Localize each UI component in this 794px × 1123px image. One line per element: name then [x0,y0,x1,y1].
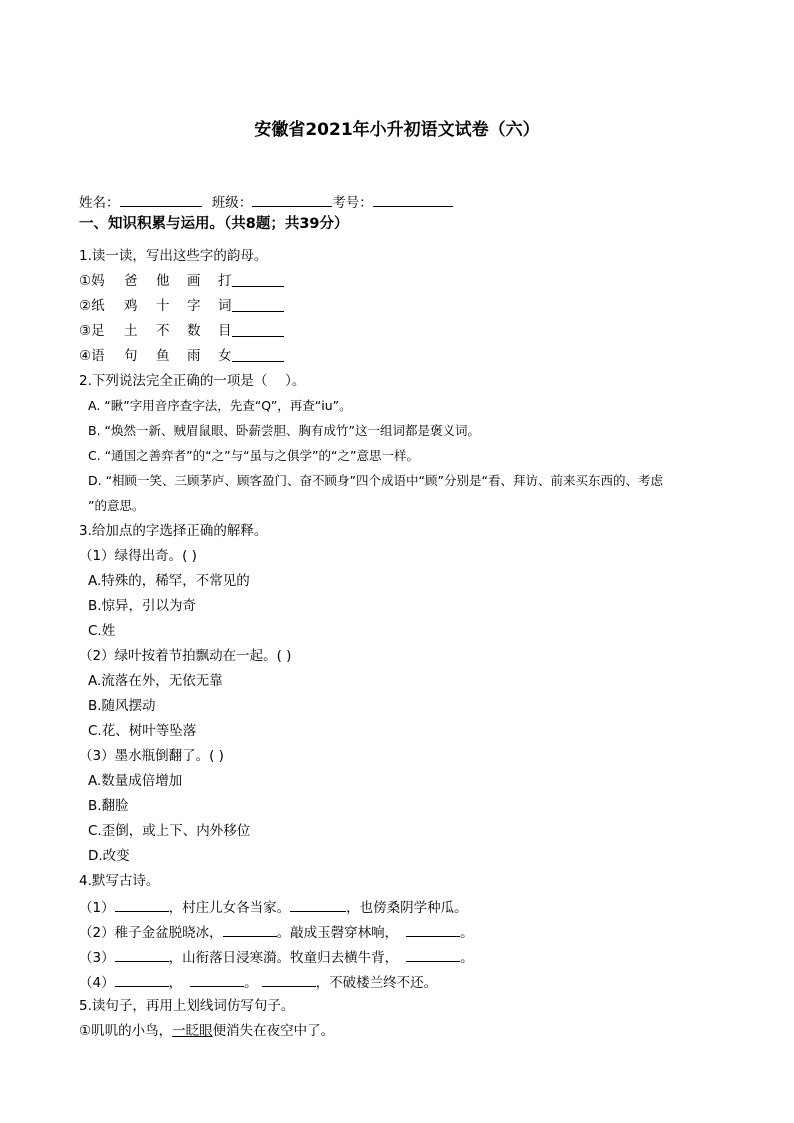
q1-char: 目 [218,323,232,339]
poem-text: 。敲成玉磬穿林响， [276,925,399,941]
sentence-text: ①叽叽的小鸟， [79,1023,173,1039]
q1-char: 鸡 [124,298,138,314]
poem-text: 。 [460,950,474,966]
page-title: 安徽省2021年小升初语文试卷（六） [254,120,540,140]
q2-option-b[interactable]: B. “焕然一新、贼眉鼠眼、卧薪尝胆、胸有成竹”这一组词都是褒义词。 [88,423,480,438]
q4-line-1 [79,897,468,917]
poem-text: （2）稚子金盆脱晓冰， [79,925,223,941]
poem-text: ，不破楼兰终不还。 [315,975,438,991]
student-info-line [79,192,453,212]
q3-sub2-c[interactable]: C.花、树叶等坠落 [88,723,197,739]
q1-char: 十 [156,298,170,314]
q1-char: 句 [124,348,138,364]
q1-char: 女 [218,348,232,364]
q3-sub3-b[interactable]: B.翻脸 [88,798,129,814]
q1-answer-blank[interactable] [232,322,284,337]
sentence-text: 便消失在夜空中了。 [212,1023,335,1039]
poem-text: ， [168,975,183,991]
q3-sub2-a[interactable]: A.流落在外，无依无靠 [88,673,223,689]
poem-blank[interactable] [190,972,244,987]
q1-char: 打 [218,273,232,289]
q3-sub2: （2）绿叶按着节拍飘动在一起。( ) [79,648,292,664]
poem-text: 。 [460,925,474,941]
q3-sub2-b[interactable]: B.随风摆动 [88,698,156,714]
q3-sub3-a[interactable]: A.数量成倍增加 [88,773,183,789]
poem-blank[interactable] [406,947,460,962]
q3-sub3-d[interactable]: D.改变 [88,848,130,864]
q1-char: ②纸 [79,298,105,314]
poem-text: ，山衔落日浸寒漪。牧童归去横牛背， [168,950,399,966]
q4-line-3 [79,947,474,967]
q3-sub1-b[interactable]: B.惊异，引以为奇 [88,598,197,614]
poem-blank[interactable] [223,922,277,937]
q1-char: ①妈 [79,273,105,289]
q1-answer-blank[interactable] [232,347,284,362]
q5-stem: 5.读句子，再用上划线词仿写句子。 [79,998,295,1014]
q1-char: 不 [156,323,170,339]
poem-blank[interactable] [115,947,169,962]
q1-char: 他 [156,273,170,289]
poem-blank[interactable] [290,897,346,912]
poem-blank[interactable] [262,972,316,987]
class-blank[interactable] [252,192,332,207]
q4-label: （1） [79,900,115,916]
exam-no-label: 考号： [332,195,373,211]
section-heading: 一、知识积累与运用。（共8题；共39分） [79,216,349,232]
q1-char: 雨 [187,348,201,364]
q4-line-4 [79,972,437,992]
q5-sentence-1 [79,1022,334,1040]
q2-stem: 2.下列说法完全正确的一项是（ ）。 [79,373,306,389]
poem-text: 。 [244,975,258,991]
q1-char: 词 [218,298,232,314]
poem-blank[interactable] [406,922,460,937]
q4-line-2 [79,922,474,942]
poem-blank[interactable] [115,897,169,912]
q1-char: 土 [124,323,138,339]
q4-label: （4） [79,975,115,991]
q3-sub1-a[interactable]: A.特殊的，稀罕，不常见的 [88,573,250,589]
name-blank[interactable] [120,192,202,207]
poem-text: ，也傍桑阴学种瓜。 [346,900,468,916]
q1-char: 画 [187,273,201,289]
q1-char: 鱼 [156,348,170,364]
q2-option-c[interactable]: C. “通国之善弈者”的“之”与“虽与之俱学”的“之”意思一样。 [88,448,419,463]
q2-option-d-cont: ”的意思。 [88,498,145,513]
q1-char: ③足 [79,323,105,339]
q1-char: 字 [187,298,201,314]
class-label: 班级： [211,195,253,211]
q4-stem: 4.默写古诗。 [79,873,160,889]
q1-char: ④语 [79,348,105,364]
q3-sub1-c[interactable]: C.姓 [88,623,116,639]
q4-label: （3） [79,950,115,966]
poem-blank[interactable] [115,972,169,987]
q1-char: 爸 [124,273,138,289]
exam-no-blank[interactable] [373,192,453,207]
name-label: 姓名： [79,195,120,211]
q1-char: 数 [187,323,201,339]
q1-answer-blank[interactable] [232,272,284,287]
poem-text: ，村庄儿女各当家。 [168,900,291,916]
q1-answer-blank[interactable] [232,297,284,312]
q2-option-d[interactable]: D. “相顾一笑、三顾茅庐、顾客盈门、奋不顾身”四个成语中“顾”分别是“看、拜访、前来买东西的、考虑 [88,473,663,488]
underlined-word: 一眨眼 [172,1023,213,1039]
q3-sub3-c[interactable]: C.歪倒，或上下、内外移位 [88,823,251,839]
q3-sub1: （1）绿得出奇。( ) [79,548,197,564]
q1-stem: 1.读一读，写出这些字的韵母。 [79,248,268,264]
q3-sub3: （3）墨水瓶倒翻了。( ) [79,748,224,764]
q3-stem: 3.给加点的字选择正确的解释。 [79,523,268,539]
q2-option-a[interactable]: A. “瞅”字用音序查字法，先查“Q”，再查“iu”。 [88,398,352,413]
